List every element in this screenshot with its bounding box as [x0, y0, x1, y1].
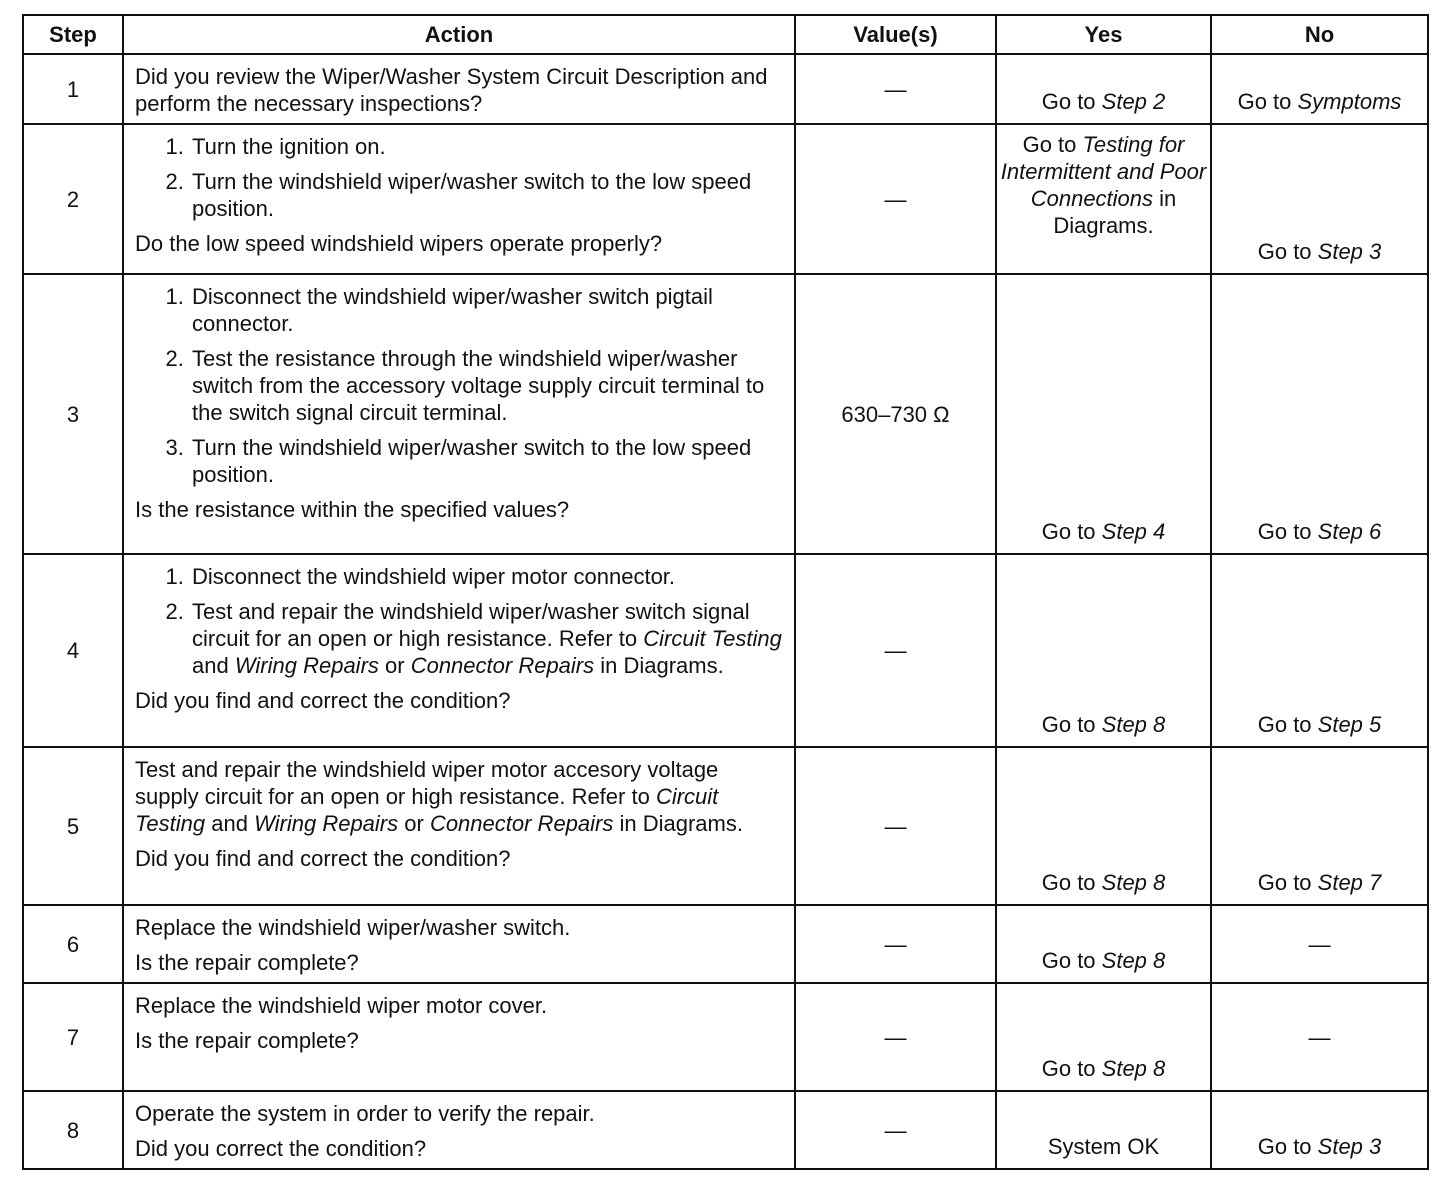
step-number: 5 — [23, 747, 123, 905]
action-cell — [123, 905, 795, 983]
text-segment: Go to — [1257, 870, 1318, 895]
yes-outcome — [1000, 518, 1207, 545]
reference-link: Step 8 — [1101, 948, 1166, 973]
action-text — [135, 1027, 786, 1054]
text-segment: and — [192, 653, 235, 678]
reference-link: Step 8 — [1101, 870, 1166, 895]
reference-link: Step 8 — [1101, 712, 1166, 737]
no-cell — [1211, 54, 1428, 124]
table-row — [23, 54, 1428, 124]
action-cell — [123, 274, 795, 554]
text-segment: System OK — [1047, 1134, 1160, 1159]
reference-link: Step 8 — [1101, 1056, 1166, 1081]
text-segment: Replace the windshield wiper motor cover. — [135, 993, 548, 1018]
no-cell — [1211, 124, 1428, 274]
no-cell — [1211, 274, 1428, 554]
text-segment: or — [398, 811, 430, 836]
action-text — [135, 914, 786, 941]
yes-outcome — [1000, 131, 1207, 239]
action-cell — [123, 124, 795, 274]
value-cell: 630–730 Ω — [795, 274, 996, 554]
text-segment: Test and repair the windshield wiper/washer switch signal circuit for an open or high resistance. Refer to — [192, 599, 750, 651]
text-segment: Go to — [1022, 132, 1083, 157]
value-cell: — — [795, 54, 996, 124]
yes-cell — [996, 554, 1211, 747]
yes-cell — [996, 274, 1211, 554]
yes-cell — [996, 905, 1211, 983]
action-step-item — [190, 598, 786, 679]
text-segment: Go to — [1257, 519, 1318, 544]
text-segment: Turn the windshield wiper/washer switch to the low speed position. — [192, 435, 752, 487]
step-number: 8 — [23, 1091, 123, 1169]
no-cell: — — [1211, 905, 1428, 983]
text-segment: Go to — [1237, 89, 1298, 114]
no-outcome — [1215, 711, 1424, 738]
action-text — [135, 756, 786, 837]
step-number: 4 — [23, 554, 123, 747]
reference-link: Step 6 — [1317, 519, 1382, 544]
table-row — [23, 554, 1428, 747]
no-cell: — — [1211, 983, 1428, 1091]
action-cell — [123, 983, 795, 1091]
text-segment: in Diagrams. — [1053, 186, 1177, 238]
no-cell — [1211, 747, 1428, 905]
value-cell: — — [795, 983, 996, 1091]
text-segment: Is the resistance within the specified values? — [135, 497, 570, 522]
action-steps-list — [135, 563, 786, 679]
reference-link: Connector Repairs — [429, 811, 614, 836]
action-text — [135, 1100, 786, 1127]
text-segment: Go to — [1257, 712, 1318, 737]
text-segment: Test and repair the windshield wiper motor accesory voltage supply circuit for an open or high resistance. Refer to — [135, 757, 719, 809]
text-segment: Did you find and correct the condition? — [135, 688, 511, 713]
table-row — [23, 1091, 1428, 1169]
reference-link: Step 5 — [1317, 712, 1382, 737]
reference-link: Step 7 — [1317, 870, 1382, 895]
yes-outcome — [1000, 947, 1207, 974]
yes-outcome — [1000, 711, 1207, 738]
action-steps-list — [135, 133, 786, 222]
text-segment: Did you review the Wiper/Washer System Circuit Description and perform the necessary inspections? — [135, 64, 768, 116]
text-segment: or — [378, 653, 411, 678]
text-segment: Test the resistance through the windshield wiper/washer switch from the accessory voltage supply circuit terminal to the switch signal circuit terminal. — [192, 346, 765, 425]
action-text — [135, 949, 786, 976]
text-segment: Do the low speed windshield wipers operate properly? — [135, 231, 663, 256]
text-segment: Turn the ignition on. — [192, 134, 386, 159]
step-number: 2 — [23, 124, 123, 274]
yes-cell — [996, 747, 1211, 905]
value-cell: — — [795, 124, 996, 274]
reference-link: Testing for Intermittent and Poor Connections — [1000, 132, 1207, 211]
text-segment: Go to — [1041, 1056, 1102, 1081]
no-cell — [1211, 1091, 1428, 1169]
table-row — [23, 747, 1428, 905]
header-yes: Yes — [996, 15, 1211, 54]
no-outcome — [1215, 869, 1424, 896]
action-text — [135, 496, 786, 523]
yes-cell — [996, 124, 1211, 274]
step-number: 6 — [23, 905, 123, 983]
yes-cell — [996, 1091, 1211, 1169]
no-outcome — [1215, 518, 1424, 545]
header-action: Action — [123, 15, 795, 54]
action-cell — [123, 54, 795, 124]
action-step-item — [190, 434, 786, 488]
yes-outcome — [1000, 1133, 1207, 1160]
action-steps-list — [135, 283, 786, 488]
text-segment: in Diagrams. — [594, 653, 724, 678]
yes-cell — [996, 983, 1211, 1091]
reference-link: Circuit Testing — [643, 626, 782, 651]
yes-outcome — [1000, 1055, 1207, 1082]
text-segment: Go to — [1257, 1134, 1318, 1159]
no-cell — [1211, 554, 1428, 747]
header-no: No — [1211, 15, 1428, 54]
value-cell: — — [795, 554, 996, 747]
header-row — [23, 15, 1428, 54]
table-row — [23, 124, 1428, 274]
step-number: 7 — [23, 983, 123, 1091]
action-text — [135, 1135, 786, 1162]
value-cell: — — [795, 1091, 996, 1169]
reference-link: Step 4 — [1101, 519, 1166, 544]
text-segment: Is the repair complete? — [135, 950, 359, 975]
text-segment: Go to — [1041, 712, 1102, 737]
action-text — [135, 687, 786, 714]
no-outcome — [1215, 1133, 1424, 1160]
header-values: Value(s) — [795, 15, 996, 54]
action-cell — [123, 747, 795, 905]
reference-link: Circuit Testing — [135, 784, 719, 836]
text-segment: Go to — [1041, 89, 1102, 114]
value-cell: — — [795, 747, 996, 905]
text-segment: Disconnect the windshield wiper/washer switch pigtail connector. — [192, 284, 713, 336]
text-segment: Is the repair complete? — [135, 1028, 359, 1053]
no-outcome — [1215, 88, 1424, 115]
action-cell — [123, 1091, 795, 1169]
yes-outcome — [1000, 869, 1207, 896]
reference-link: Wiring Repairs — [254, 811, 399, 836]
action-text — [135, 992, 786, 1019]
action-step-item — [190, 563, 786, 590]
action-step-item — [190, 168, 786, 222]
action-text — [135, 63, 786, 117]
action-step-item — [190, 345, 786, 426]
action-cell — [123, 554, 795, 747]
yes-cell — [996, 54, 1211, 124]
text-segment: and — [205, 811, 255, 836]
table-body — [23, 54, 1428, 1169]
action-text — [135, 845, 786, 872]
text-segment: Did you correct the condition? — [135, 1136, 427, 1161]
reference-link: Wiring Repairs — [234, 653, 379, 678]
table-row — [23, 274, 1428, 554]
table-row — [23, 905, 1428, 983]
action-text — [135, 230, 786, 257]
reference-link: Step 3 — [1317, 1134, 1382, 1159]
text-segment: Go to — [1041, 519, 1102, 544]
text-segment: Go to — [1041, 948, 1102, 973]
reference-link: Connector Repairs — [410, 653, 595, 678]
text-segment: Did you find and correct the condition? — [135, 846, 511, 871]
action-step-item — [190, 133, 786, 160]
table-row — [23, 983, 1428, 1091]
text-segment: Go to — [1041, 870, 1102, 895]
step-number: 1 — [23, 54, 123, 124]
text-segment: Go to — [1257, 239, 1318, 264]
text-segment: Replace the windshield wiper/washer switch. — [135, 915, 571, 940]
text-segment: Turn the windshield wiper/washer switch to the low speed position. — [192, 169, 752, 221]
text-segment: in Diagrams. — [613, 811, 743, 836]
text-segment: Disconnect the windshield wiper motor connector. — [192, 564, 676, 589]
reference-link: Symptoms — [1297, 89, 1402, 114]
step-number: 3 — [23, 274, 123, 554]
reference-link: Step 2 — [1101, 89, 1166, 114]
text-segment: Operate the system in order to verify the repair. — [135, 1101, 595, 1126]
action-step-item — [190, 283, 786, 337]
header-step: Step — [23, 15, 123, 54]
diagnostic-table — [22, 14, 1429, 1170]
no-outcome — [1215, 238, 1424, 265]
yes-outcome — [1000, 88, 1207, 115]
reference-link: Step 3 — [1317, 239, 1382, 264]
value-cell: — — [795, 905, 996, 983]
